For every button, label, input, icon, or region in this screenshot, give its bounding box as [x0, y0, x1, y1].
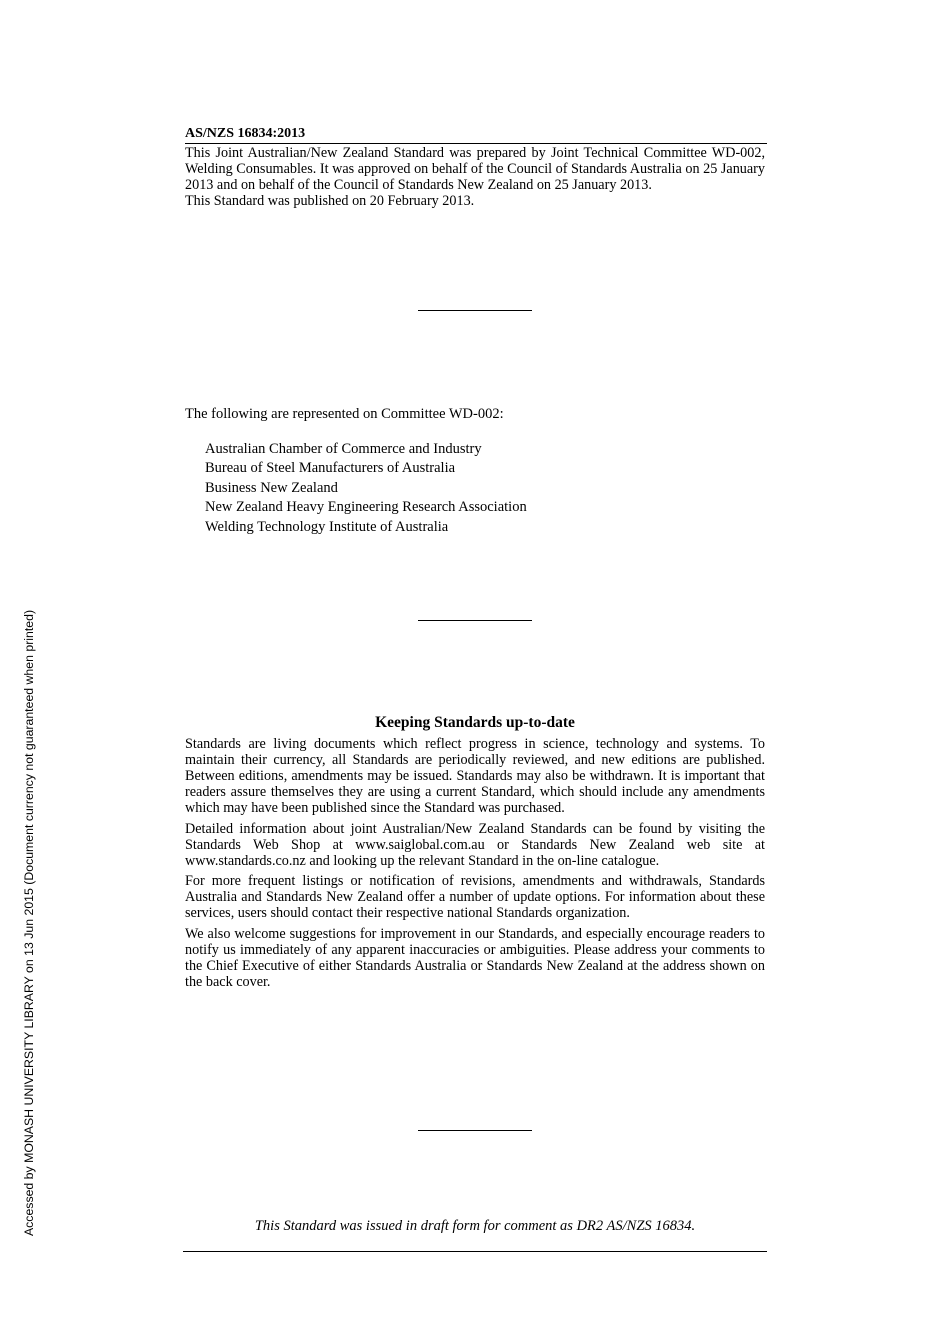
title-divider: [185, 143, 767, 144]
keeping-paragraph: We also welcome suggestions for improvement in our Standards, and especially encourage readers to notify us immediately of any apparent inaccuracies or ambiguities. Please address your comments to the Chief Executive of either Standards Australia or Standards New Zealand at the address shown on the back cover.: [185, 925, 765, 990]
committee-member-list: [205, 440, 527, 537]
access-watermark: Accessed by MONASH UNIVERSITY LIBRARY on 13 Jun 2015 (Document currency not guaranteed when printed): [22, 609, 36, 1237]
section-divider: [418, 310, 532, 311]
standard-number: AS/NZS 16834:2013: [185, 126, 306, 141]
committee-member: Welding Technology Institute of Australia: [205, 518, 449, 535]
draft-note: This Standard was issued in draft form for comment as DR2 AS/NZS 16834.: [254, 1218, 696, 1234]
keeping-paragraph: For more frequent listings or notification of revisions, amendments and withdrawals, Standards Australia and Standards New Zealand offer a number of update options. For information about these services, users should contact their respective national Standards organization.: [185, 873, 765, 921]
approval-paragraph: This Joint Australian/New Zealand Standard was prepared by Joint Technical Committee WD-002, Welding Consumables. It was approved on behalf of the Council of Standards Australia on 25 January 2013 and on behalf of the Council of Standards New Zealand on 25 January 2013.: [185, 145, 765, 193]
keeping-paragraph: Detailed information about joint Australian/New Zealand Standards can be found by visiting the Standards Web Shop at www.saiglobal.com.au or Standards New Zealand web site at www.standards.co.nz and looking up the relevant Standard in the on-line catalogue.: [185, 820, 765, 869]
footer-divider: [183, 1251, 767, 1252]
intro-section: [185, 145, 765, 209]
keeping-section: [185, 736, 765, 994]
section-divider: [418, 1130, 532, 1131]
committee-member: Business New Zealand: [205, 479, 338, 496]
keeping-heading: Keeping Standards up-to-date: [375, 714, 575, 731]
committee-member: Australian Chamber of Commerce and Industry: [205, 441, 482, 457]
keeping-paragraph: Standards are living documents which reflect progress in science, technology and systems. To maintain their currency, all Standards are periodically reviewed, and new editions are published. Between editions, amendments may be issued. Standards may also be withdrawn. It is important that readers assure themselves they are using a current Standard, which should include any amendments which may have been published since the Standard was purchased.: [185, 736, 765, 816]
committee-member: New Zealand Heavy Engineering Research Association: [205, 499, 527, 516]
section-divider: [418, 620, 532, 621]
committee-intro: The following are represented on Committee WD-002:: [185, 406, 504, 422]
committee-member: Bureau of Steel Manufacturers of Australia: [205, 460, 456, 477]
publication-paragraph: This Standard was published on 20 February 2013.: [185, 193, 475, 209]
